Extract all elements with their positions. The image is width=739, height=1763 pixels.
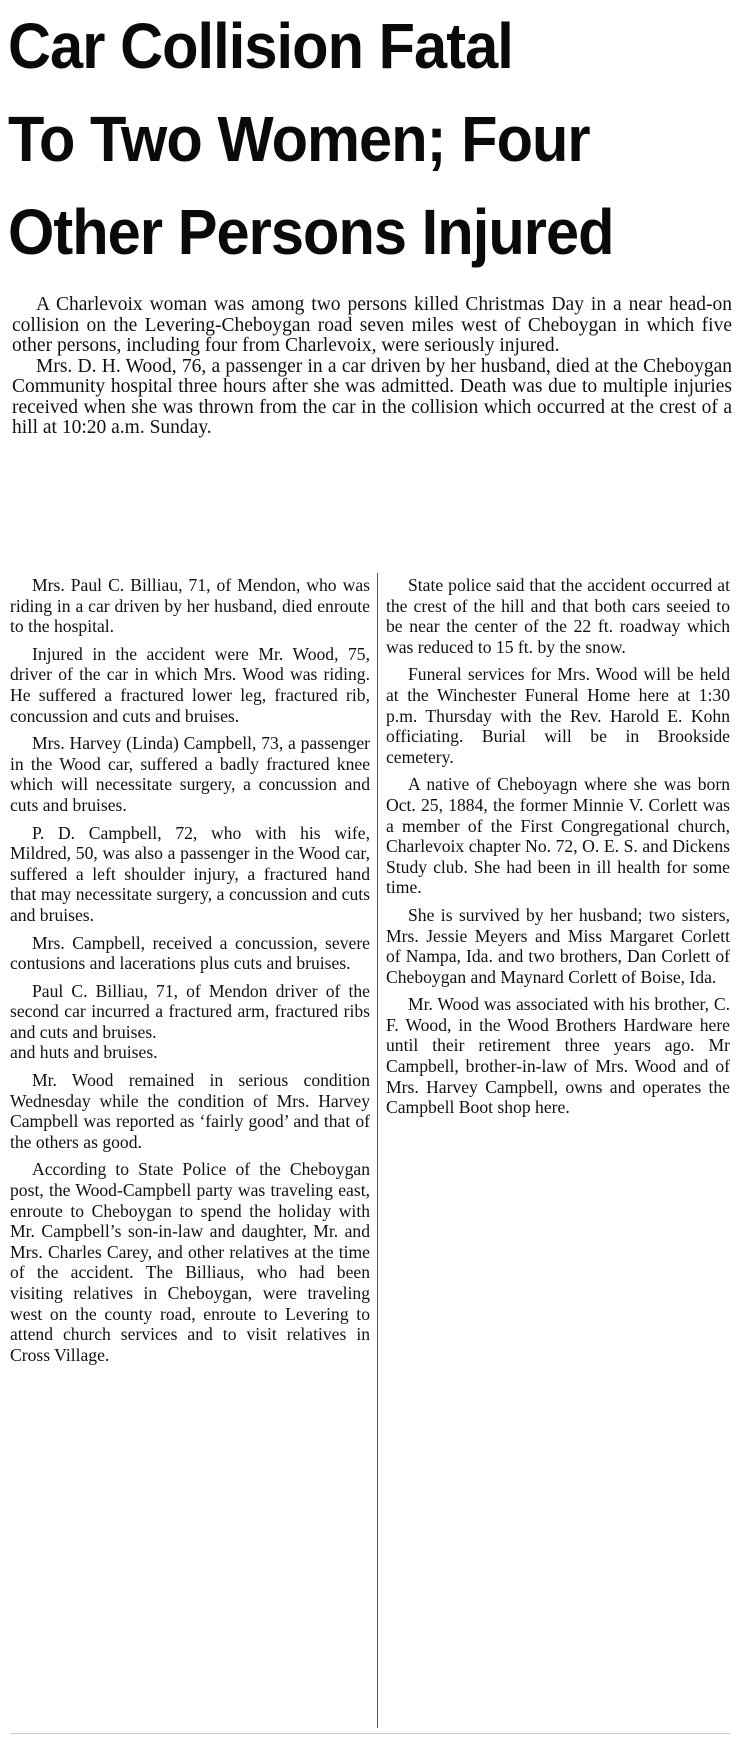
article-paragraph: Mrs. Campbell, received a concussion, severe contusions and lacerations plus cuts and bruises. [10, 932, 370, 974]
bottom-edge [10, 1733, 730, 1734]
article-paragraph: P. D. Campbell, 72, who with his wife, Mildred, 50, was also a passenger in the Wood car, suffered a left shoulder injury, a fractured hand that may necessitate surgery, a concussion and cuts and bruises. [10, 822, 370, 925]
right-column [386, 575, 730, 1125]
article-paragraph: Mr. Wood was associated with his brother, C. F. Wood, in the Wood Brothers Hardware here until their retirement three years ago. Mr Campbell, brother-in-law of Mrs. Wood and of Mrs. Harvey Campbell, owns and operates the Campbell Boot shop here. [386, 994, 730, 1118]
headline [8, 0, 678, 279]
headline-line-1: Car Collision Fatal [8, 10, 513, 82]
article-paragraph: She is survived by her husband; two sisters, Mrs. Jessie Meyers and Miss Margaret Corlett of Nampa, Ida. and two brothers, Dan Corlett of Cheboygan and Maynard Corlett of Boise, Ida. [386, 904, 730, 987]
article-paragraph: According to State Police of the Cheboygan post, the Wood-Campbell party was traveling east, enroute to Cheboygan to spend the holiday with Mr. Campbell’s son-in-law and daughter, Mr. and Mrs. Charles Carey, and other relatives at the time of the accident. The Billiaus, who had been visiting relatives in Cheboygan, were traveling west on the county road, enroute to Levering to attend church services and to visit relatives in Cross Village. [10, 1159, 370, 1365]
left-column [10, 575, 370, 1372]
lead-paragraphs [12, 295, 732, 439]
lead-paragraph: A Charlevoix woman was among two persons killed Christmas Day in a near head-on collision on the Levering-Cheboygan road seven miles west of Cheboygan in which five other persons, including four from Charlevoix, were seriously injured. [12, 294, 732, 356]
article-paragraph: A native of Cheboyagn where she was born Oct. 25, 1884, the former Minnie V. Corlett was a member of the First Congregational church, Charlevoix chapter No. 72, O. E. S. and Dickens Study club. She had been in ill health for some time. [386, 774, 730, 898]
article-paragraph: Mrs. Paul C. Billiau, 71, of Mendon, who was riding in a car driven by her husband, died enroute to the hospital. [10, 575, 370, 637]
article-paragraph: Paul C. Billiau, 71, of Mendon driver of the second car incurred a fractured arm, fractured ribs and cuts and bruises. [10, 980, 370, 1042]
article-paragraph-fragment: and huts and bruises. [10, 1042, 158, 1063]
article-paragraph: Injured in the accident were Mr. Wood, 75, driver of the car in which Mrs. Wood was riding. He suffered a fractured lower leg, fractured rib, concussion and cuts and bruises. [10, 643, 370, 726]
article-paragraph: Funeral services for Mrs. Wood will be held at the Winchester Funeral Home here at 1:30 p.m. Thursday with the Rev. Harold E. Kohn officiating. Burial will be in Brookside cemetery. [386, 664, 730, 767]
article-paragraph: Mr. Wood remained in serious condition Wednesday while the condition of Mrs. Harvey Campbell was reported as ‘fairly good’ and that of the others as good. [10, 1070, 370, 1152]
headline-line-2: To Two Women; Four [8, 103, 590, 175]
headline-line-3: Other Persons Injured [8, 196, 614, 268]
article-paragraph: State police said that the accident occurred at the crest of the hill and that both cars seeied to be near the center of the 22 ft. roadway which was reduced to 15 ft. by the snow. [386, 575, 730, 657]
lead-paragraph: Mrs. D. H. Wood, 76, a passenger in a car driven by her husband, died at the Cheboygan Community hospital three hours after she was admitted. Death was due to multiple injuries received when she was thrown from the car in the collision which occurred at the crest of a hill at 10:20 a.m. Sunday. [12, 355, 732, 438]
column-divider [377, 573, 378, 1728]
article-paragraph: Mrs. Harvey (Linda) Campbell, 73, a passenger in the Wood car, suffered a badly fractured knee which will necessitate surgery, a concussion and cuts and bruises. [10, 733, 370, 815]
